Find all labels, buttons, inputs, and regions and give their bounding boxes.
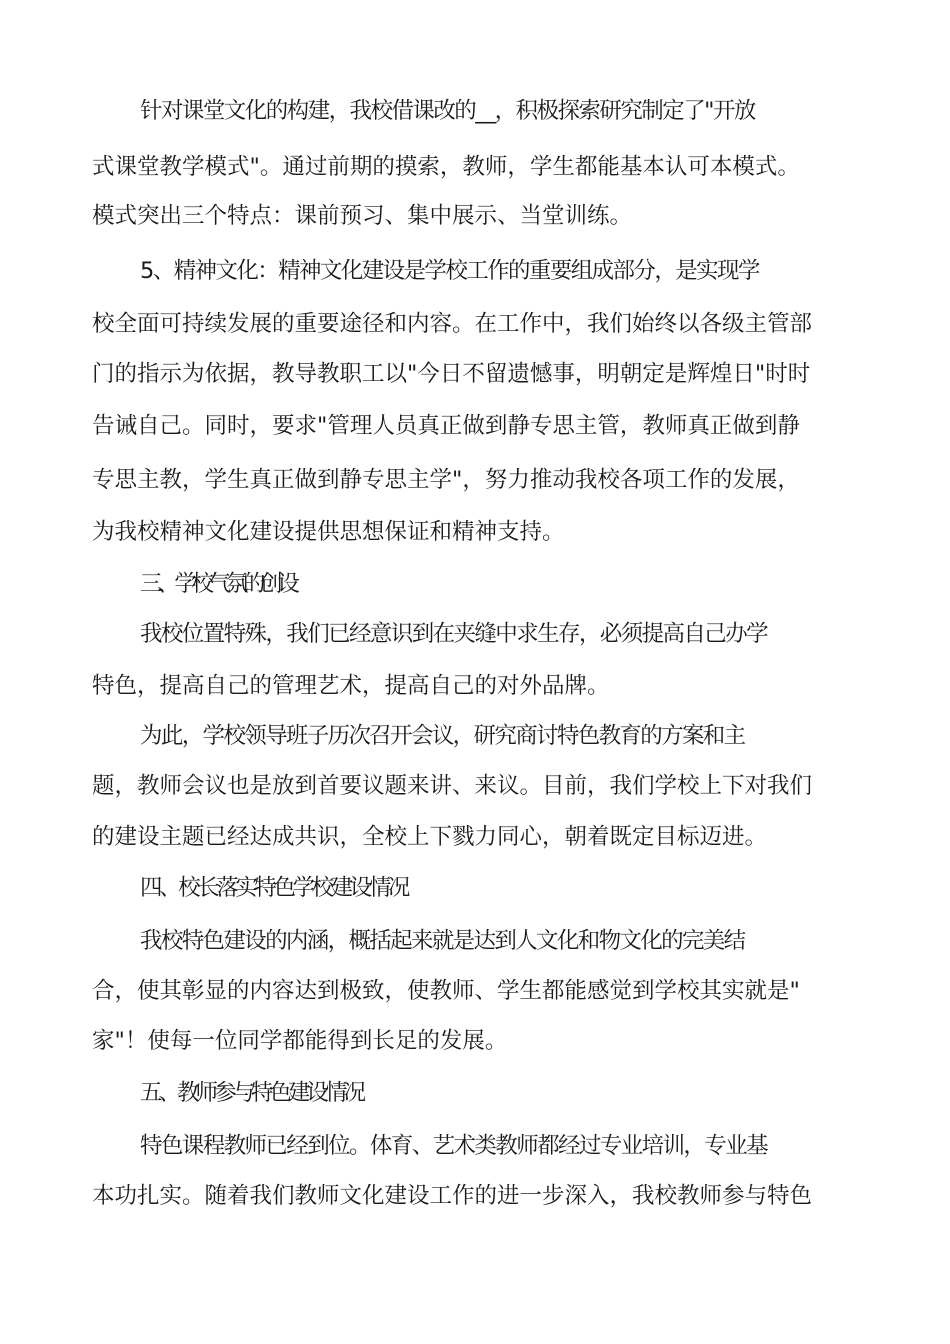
paragraph-line: 家"！使每一位同学都能得到长足的发展。 bbox=[92, 1028, 508, 1054]
paragraph-line: 的建设主题已经达成共识，全校上下戮力同心，朝着既定目标迈进。 bbox=[92, 824, 768, 850]
paragraph-line: 告诫自己。同时，要求"管理人员真正做到静专思主管，教师真正做到静 bbox=[92, 413, 800, 439]
paragraph-line: 本功扎实。随着我们教师文化建设工作的进一步深入，我校教师参与特色 bbox=[92, 1183, 813, 1209]
paragraph-line: 我校特色建设的内涵，概括起来就是达到人文化和物文化的完美结 bbox=[140, 928, 745, 954]
section-heading: 四、校长落实特色学校建设情况 bbox=[140, 875, 408, 901]
paragraph-line: 为此，学校领导班子历次召开会议，研究商讨特色教育的方案和主 bbox=[140, 723, 745, 749]
paragraph-line: 题，教师会议也是放到首要议题来讲、来议。目前，我们学校上下对我们 bbox=[92, 773, 813, 799]
paragraph-line: 模式突出三个特点：课前预习、集中展示、当堂训练。 bbox=[92, 203, 633, 229]
paragraph-line: 专思主教，学生真正做到静专思主学"，努力推动我校各项工作的发展， bbox=[92, 467, 800, 493]
paragraph-line: 门的指示为依据，教导教职工以"今日不留遗憾事，明朝定是辉煌日"时时 bbox=[92, 361, 811, 387]
paragraph-line: 校全面可持续发展的重要途径和内容。在工作中，我们始终以各级主管部 bbox=[92, 311, 813, 337]
section-heading: 五、教师参与特色建设情况 bbox=[140, 1080, 363, 1106]
paragraph-line: 合，使其彰显的内容达到极致，使教师、学生都能感觉到学校其实就是" bbox=[92, 978, 800, 1004]
paragraph-line: 我校位置特殊，我们已经意识到在夹缝中求生存，必须提高自己办学 bbox=[140, 621, 768, 647]
paragraph-line: 式课堂教学模式"。通过前期的摸索，教师，学生都能基本认可本模式。 bbox=[92, 154, 800, 180]
section-heading: 三、学校气氛的创设 bbox=[140, 571, 295, 597]
paragraph-line: 特色，提高自己的管理艺术，提高自己的对外品牌。 bbox=[92, 673, 610, 699]
paragraph-line: 5、精神文化：精神文化建设是学校工作的重要组成部分，是实现学 bbox=[140, 258, 759, 284]
paragraph-line: 针对课堂文化的构建，我校借课改的__，积极探索研究制定了"开放 bbox=[140, 98, 755, 124]
paragraph-line: 特色课程教师已经到位。体育、艺术类教师都经过专业培训，专业基 bbox=[140, 1133, 768, 1159]
paragraph-line: 为我校精神文化建设提供思想保证和精神支持。 bbox=[92, 519, 565, 545]
